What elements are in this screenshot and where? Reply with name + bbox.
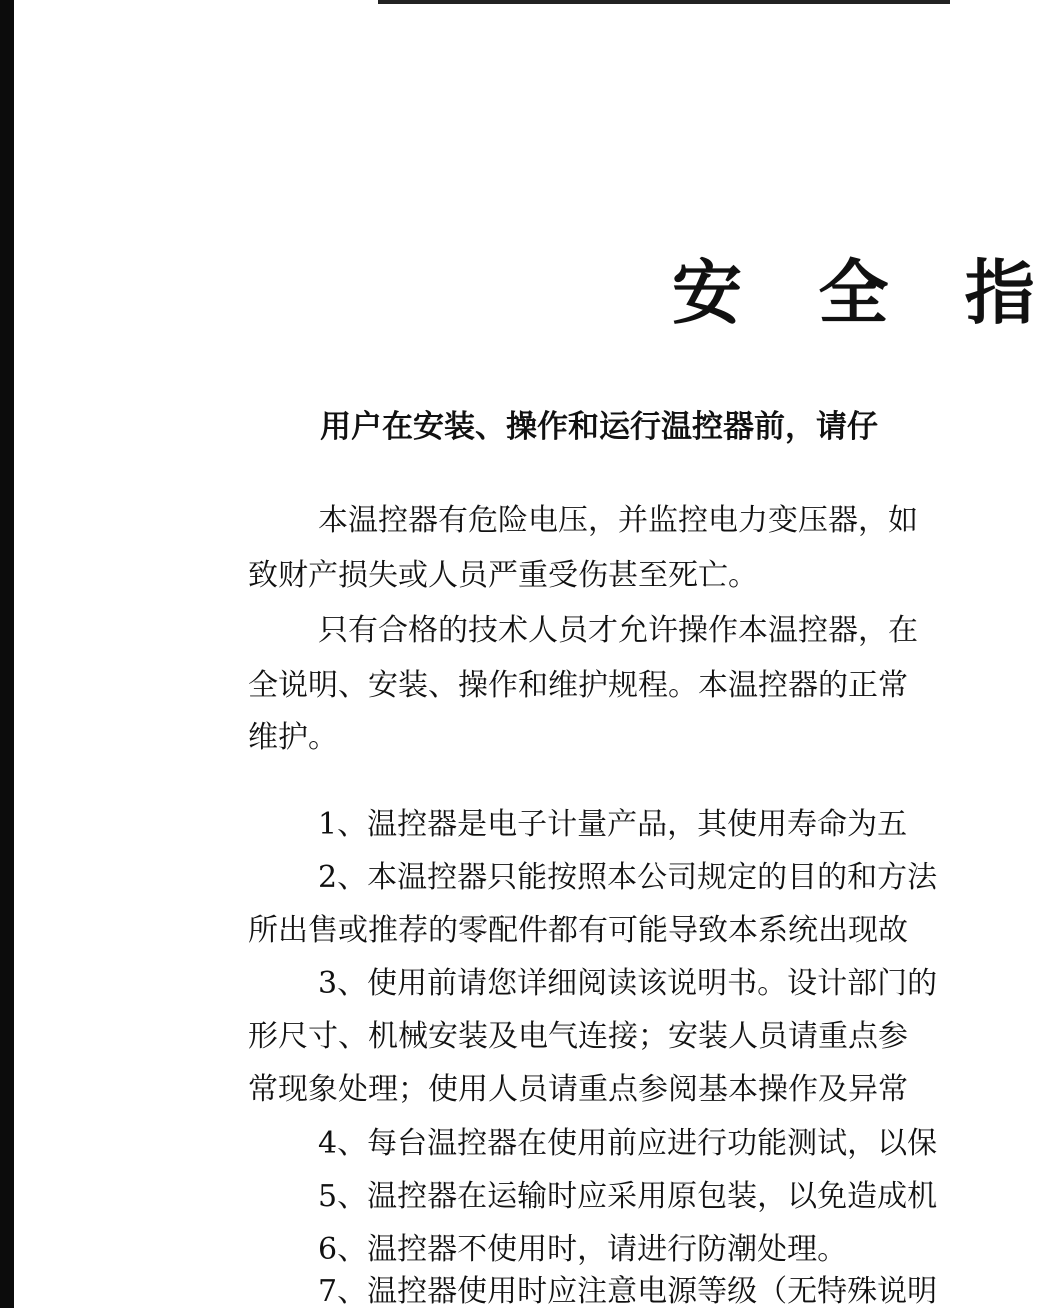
paragraph-1-line-1: 本温控器有危险电压，并监控电力变压器，如 (318, 503, 918, 538)
item-4-line-1: 4、每台温控器在使用前应进行功能测试，以保 (318, 1126, 938, 1161)
item-2-line-1: 2、本温控器只能按照本公司规定的目的和方法 (318, 860, 938, 895)
paragraph-2-line-1: 只有合格的技术人员才允许操作本温控器，在 (318, 613, 918, 648)
item-1-line-1: 1、温控器是电子计量产品，其使用寿命为五 (318, 807, 908, 842)
item-3-line-1: 3、使用前请您详细阅读该说明书。设计部门的 (318, 966, 938, 1001)
item-6-line-1: 6、温控器不使用时，请进行防潮处理。 (318, 1232, 848, 1267)
paragraph-2-line-3: 维护。 (248, 720, 338, 755)
item-2-line-2: 所出售或推荐的零配件都有可能导致本系统出现故 (248, 913, 908, 948)
page-title: 安 全 指 (672, 251, 1061, 334)
subtitle: 用户在安装、操作和运行温控器前，请仔 (320, 409, 878, 445)
item-5-line-1: 5、温控器在运输时应采用原包装，以免造成机 (318, 1179, 938, 1214)
item-3-line-3: 常现象处理；使用人员请重点参阅基本操作及异常 (248, 1072, 908, 1107)
item-7-line-1: 7、温控器使用时应注意电源等级（无特殊说明 (318, 1274, 938, 1309)
paragraph-2-line-2: 全说明、安装、操作和维护规程。本温控器的正常 (248, 668, 908, 703)
page-edge-shadow (0, 0, 14, 1308)
paragraph-1-line-2: 致财产损失或人员严重受伤甚至死亡。 (248, 558, 758, 593)
item-3-line-2: 形尺寸、机械安装及电气连接；安装人员请重点参 (248, 1019, 908, 1054)
top-rule (378, 0, 950, 4)
